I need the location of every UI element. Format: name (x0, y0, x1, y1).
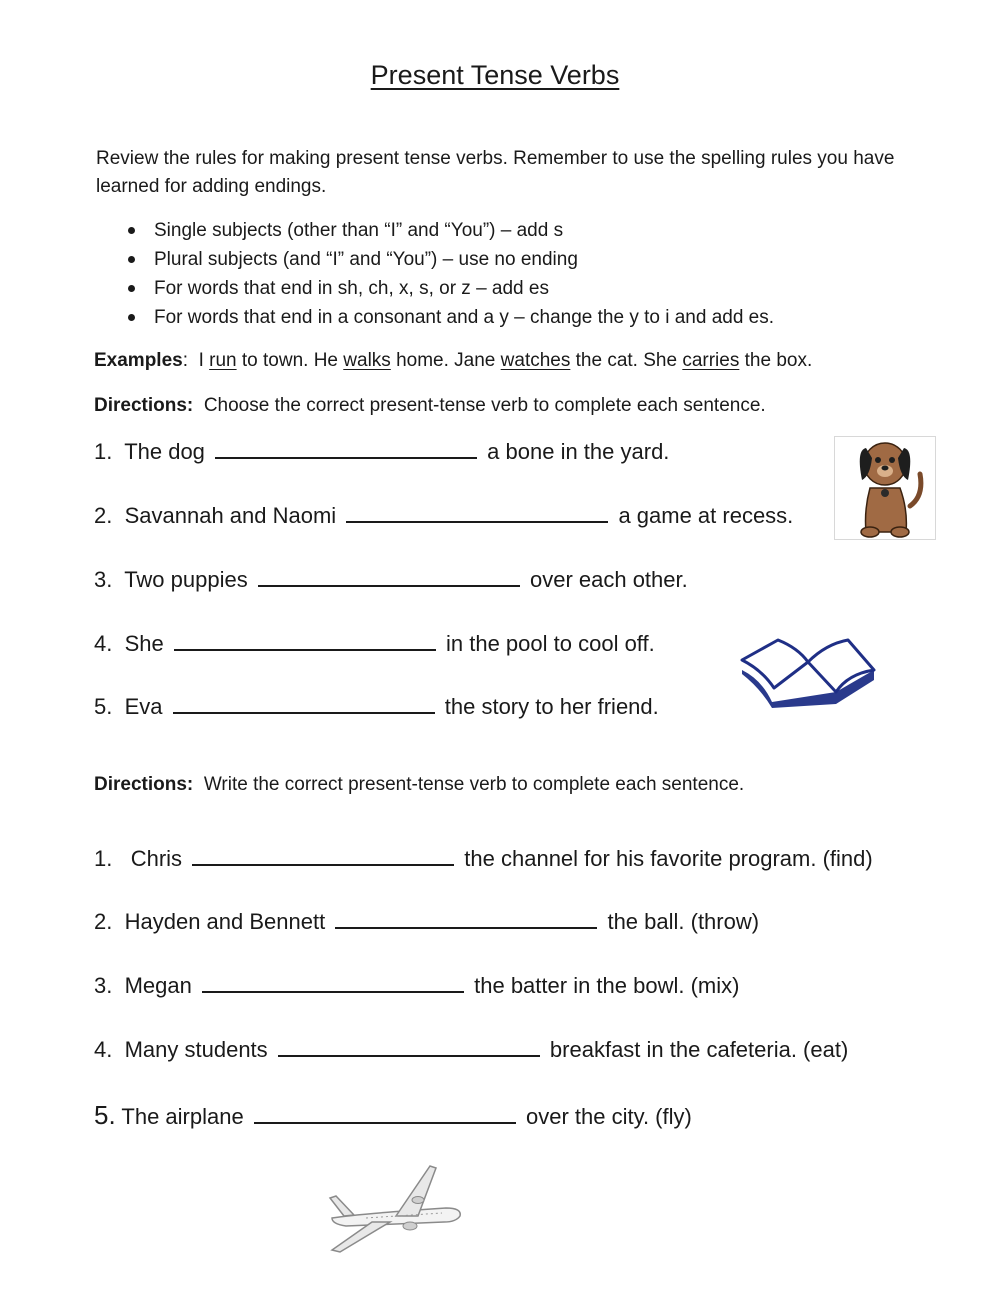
question-row (94, 502, 793, 529)
question-text: Hayden and Bennett (124, 909, 326, 934)
answer-blank[interactable] (202, 972, 464, 993)
question-number: 2. (94, 909, 113, 934)
question-text: the channel for his favorite program. (find) (464, 846, 873, 871)
question-text: Many students (124, 1037, 268, 1062)
question-text: the ball. (throw) (607, 909, 760, 934)
question-row (94, 845, 873, 872)
question-number: 4. (94, 631, 113, 656)
example-text: home. Jane (396, 350, 496, 371)
question-row (94, 908, 759, 935)
example-verb: run (209, 350, 237, 371)
answer-blank[interactable] (258, 566, 520, 587)
question-row (94, 693, 659, 720)
question-number: 3. (94, 567, 113, 592)
rule-item: For words that end in sh, ch, x, s, or z – add es (126, 274, 774, 303)
examples-label: Examples (94, 350, 183, 371)
directions-text: Write the correct present-tense verb to complete each sentence. (203, 774, 745, 795)
question-number: 4. (94, 1037, 113, 1062)
airplane-illustration (326, 1160, 466, 1256)
question-row (94, 630, 655, 657)
example-text: I (198, 350, 204, 371)
directions-text: Choose the correct present-tense verb to complete each sentence. (203, 395, 766, 416)
example-verb: carries (682, 350, 740, 371)
question-text: Megan (124, 973, 192, 998)
question-text: Savannah and Naomi (124, 503, 337, 528)
question-text: a game at recess. (618, 503, 794, 528)
example-verb: walks (343, 350, 391, 371)
question-text: the story to her friend. (444, 694, 659, 719)
question-text: the batter in the bowl. (mix) (474, 973, 740, 998)
answer-blank[interactable] (278, 1036, 540, 1057)
question-number: 1. (94, 439, 113, 464)
answer-blank[interactable] (335, 908, 597, 929)
question-number: 1. (94, 846, 113, 871)
rule-item: For words that end in a consonant and a y – change the y to i and add es. (126, 303, 774, 332)
rules-list (126, 216, 774, 332)
directions-label: Directions: (94, 395, 194, 416)
question-text: a bone in the yard. (487, 439, 670, 464)
question-row (94, 972, 739, 999)
directions-choose (94, 395, 766, 417)
question-number: 2. (94, 503, 113, 528)
dog-illustration (834, 436, 936, 540)
question-row (94, 438, 669, 465)
question-text: The dog (124, 439, 205, 464)
intro-paragraph: Review the rules for making present tense verbs. Remember to use the spelling rules you have learned for adding endings. (96, 148, 895, 197)
question-text: Chris (130, 846, 183, 871)
question-text: Two puppies (124, 567, 248, 592)
example-text: to town. He (241, 350, 338, 371)
answer-blank[interactable] (215, 438, 477, 459)
question-text: She (124, 631, 164, 656)
question-number: 5. (94, 694, 113, 719)
book-illustration (738, 630, 880, 710)
question-text: in the pool to cool off. (446, 631, 655, 656)
directions-write (94, 774, 744, 796)
question-row (94, 1100, 692, 1131)
question-number: 3. (94, 973, 113, 998)
question-row (94, 1036, 848, 1063)
answer-blank[interactable] (174, 630, 436, 651)
directions-label: Directions: (94, 774, 194, 795)
examples-line: Examples: I run to town. He walks home. Jane watches the cat. She carries the box. (94, 350, 813, 371)
answer-blank[interactable] (254, 1103, 516, 1124)
question-text: breakfast in the cafeteria. (eat) (549, 1037, 849, 1062)
rule-item: Single subjects (other than “I” and “You”) – add s (126, 216, 774, 245)
answer-blank[interactable] (173, 693, 435, 714)
question-text: over the city. (fly) (525, 1104, 692, 1129)
rule-item: Plural subjects (and “I” and “You”) – use no ending (126, 245, 774, 274)
page-title: Present Tense Verbs (370, 60, 620, 90)
question-text: Eva (124, 694, 163, 719)
question-row (94, 566, 688, 593)
question-text: The airplane (121, 1104, 244, 1129)
example-verb: watches (500, 350, 571, 371)
example-text: the box. (744, 350, 813, 371)
example-text: the cat. She (575, 350, 678, 371)
question-number: 5. (94, 1100, 116, 1130)
question-text: over each other. (529, 567, 688, 592)
answer-blank[interactable] (192, 845, 454, 866)
answer-blank[interactable] (346, 502, 608, 523)
